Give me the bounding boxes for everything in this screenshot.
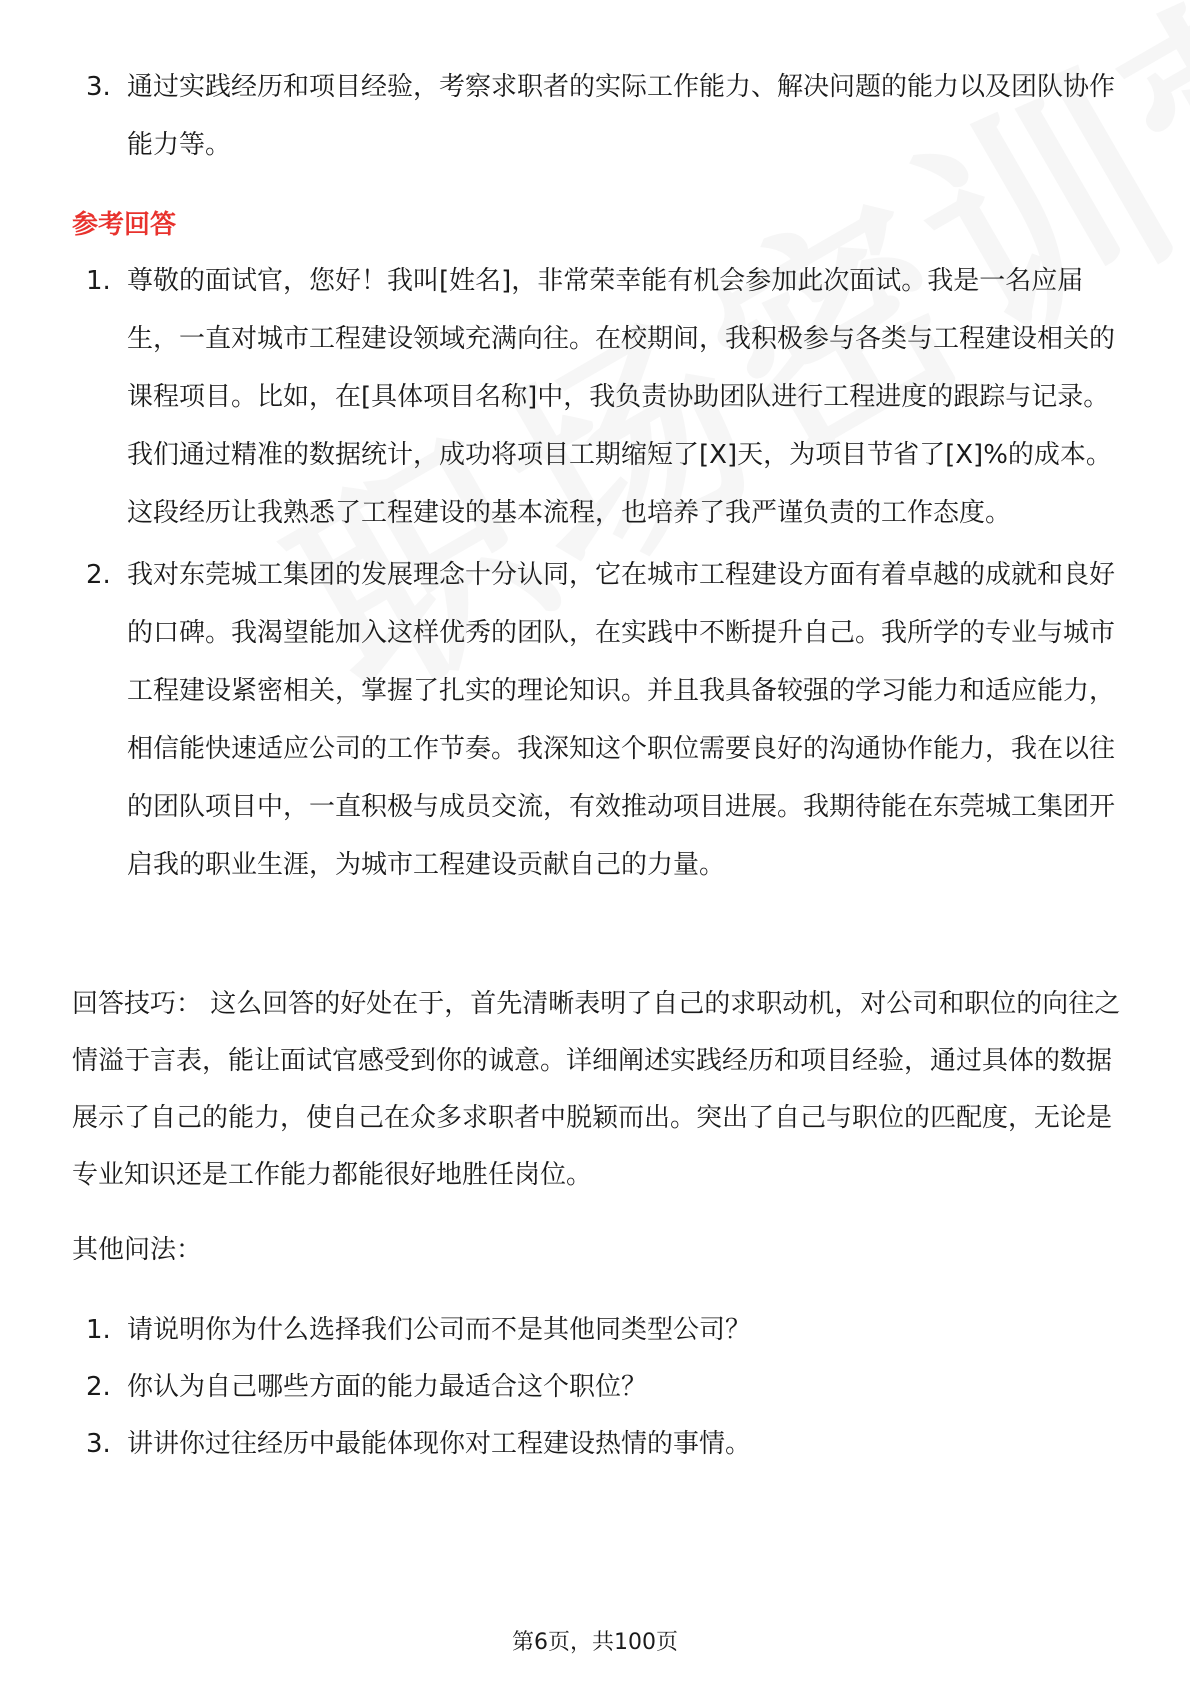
list-text: 尊敬的面试官，您好！我叫[姓名]，非常荣幸能有机会参加此次面试。我是一名应届生，一直对城市工程建设领域充满向往。在校期间，我积极参与各类与工程建设相关的课程项目。比如，在[具体项目名称]中，我负责协助团队进行工程进度的跟踪与记录。我们通过精准的数据统计，成功将项目工期缩短了[X]天，为项目节省了[X]%的成本。这段经历让我熟悉了工程建设的基本流程，也培养了我严谨负责的工作态度。 [127,266,1116,528]
list-item [72,1359,1122,1416]
list-number: 3. [86,1429,111,1459]
page-footer: 第6页，共100页 [512,1630,678,1655]
list-text: 我对东莞城工集团的发展理念十分认同，它在城市工程建设方面有着卓越的成就和良好的口碑。我渴望能加入这样优秀的团队，在实践中不断提升自己。我所学的专业与城市工程建设紧密相关，掌握了扎实的理论知识。并且我具备较强的学习能力和适应能力，相信能快速适应公司的工作节奏。我深知这个职位需要良好的沟通协作能力，我在以往的团队项目中，一直积极与成员交流，有效推动项目进展。我期待能在东莞城工集团开启我的职业生涯，为城市工程建设贡献自己的力量。 [127,560,1116,880]
list-text: 请说明你为什么选择我们公司而不是其他同类型公司？ [127,1315,752,1345]
list-number: 1. [86,266,111,296]
other-questions-heading: 其他问法： [72,1235,203,1265]
list-item [72,252,1122,542]
list-text: 通过实践经历和项目经验，考察求职者的实际工作能力、解决问题的能力以及团队协作能力等。 [127,72,1116,160]
answer-tips: 回答技巧： 这么回答的好处在于，首先清晰表明了自己的求职动机，对公司和职位的向往之情溢于言表，能让面试官感受到你的诚意。详细阐述实践经历和项目经验，通过具体的数据展示了自己的能力，使自己在众多求职者中脱颖而出。突出了自己与职位的匹配度，无论是专业知识还是工作能力都能很好地胜任岗位。 [72,989,1121,1190]
list-item [72,1416,1122,1473]
list-item [72,58,1122,174]
list-number: 2. [86,1372,111,1402]
list-text: 讲讲你过往经历中最能体现你对工程建设热情的事情。 [127,1429,752,1459]
list-text: 你认为自己哪些方面的能力最适合这个职位？ [127,1372,648,1402]
list-number: 3. [86,72,111,102]
list-item [72,1302,1122,1359]
other-questions-list [72,1302,1122,1473]
intro-list [72,58,1122,174]
list-item [72,546,1122,894]
list-number: 2. [86,560,111,590]
reference-answer-heading: 参考回答 [72,210,177,240]
list-number: 1. [86,1315,111,1345]
answer-list [72,252,1122,894]
